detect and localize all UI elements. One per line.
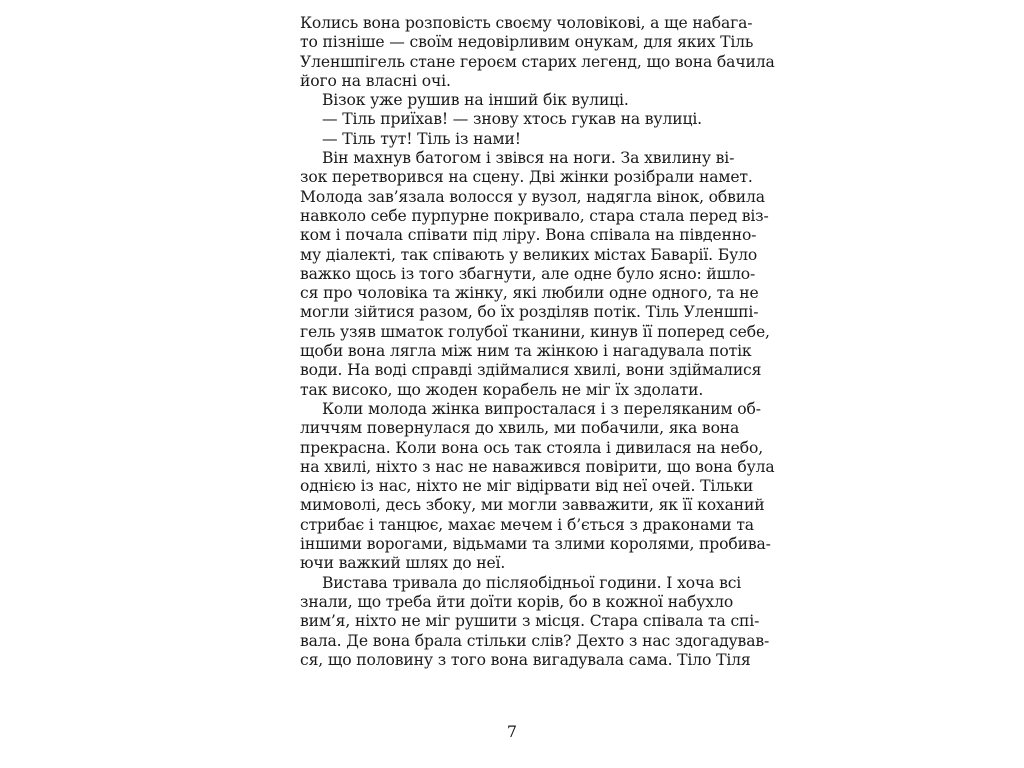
text-line: стрибає і танцює, махає мечем і б’ється з драконами та [300, 515, 754, 534]
page-number: 7 [506, 722, 518, 741]
text-line: важко щось із того збагнути, але одне було ясно: йшло- [300, 264, 756, 283]
text-line: ся, що половину з того вона вигадувала сама. Тіло Тіля [300, 650, 751, 669]
text-line: Він махнув батогом і звівся на ноги. За хвилину ві- [322, 149, 735, 168]
text-line: Візок уже рушив на інший бік вулиці. [322, 91, 629, 110]
text-line: зок перетворився на сцену. Дві жінки розібрали намет. [300, 168, 753, 187]
text-line: так високо, що жоден корабель не міг їх здолати. [300, 380, 704, 399]
text-line: гель узяв шматок голубої тканини, кинув її поперед себе, [300, 322, 770, 341]
text-line: Уленшпігель стане героєм старих легенд, що вона бачила [300, 52, 775, 71]
text-line: знали, що треба йти доїти корів, бо в кожної набухло [300, 592, 734, 611]
text-line: щоби вона лягла між ним та жінкою і нагадувала потік [300, 342, 752, 361]
text-line: мимоволі, десь збоку, ми могли завважити, як її коханий [300, 496, 765, 515]
text-line: вала. Де вона брала стільки слів? Дехто з нас здогадував- [300, 631, 770, 650]
text-line: прекрасна. Коли вона ось так стояла і дивилася на небо, [300, 438, 764, 457]
text-line: на хвилі, ніхто з нас не наважився повірити, що вона була [300, 457, 775, 476]
text-line: ся про чоловіка та жінку, які любили одне одного, та не [300, 284, 759, 303]
text-line: могли зійтися разом, бо їх розділяв потік. Тіль Уленшпі- [300, 303, 759, 322]
text-line: Колись вона розповість своєму чоловікові, а ще набага- [300, 14, 753, 32]
text-line: Молода зав’язала волосся у вузол, надягла вінок, обвила [300, 187, 765, 206]
text-line: Коли молода жінка випросталася і з переляканим об- [322, 399, 761, 418]
text-line: води. На воді справді здіймалися хвилі, вони здіймалися [300, 361, 762, 380]
text-line: його на власні очі. [300, 71, 451, 90]
text-line: ком і почала співати під ліру. Вона співала на південно- [300, 226, 757, 245]
text-line: іншими ворогами, відьмами та злими королями, пробива- [300, 535, 771, 554]
page-body [300, 14, 775, 670]
text-line: однією із нас, ніхто не міг відірвати від неї очей. Тільки [300, 477, 754, 496]
text-line: Вистава тривала до післяобідньої години. І хоча всі [322, 573, 742, 592]
text-line: ючи важкий шлях до неї. [300, 554, 506, 573]
text-line: вим’я, ніхто не міг рушити з місця. Стара співала та спі- [300, 612, 760, 631]
text-line: личчям повернулася до хвиль, ми побачили, яка вона [300, 419, 740, 438]
text-line: — Тіль приїхав! — знову хтось гукав на вулиці. [322, 110, 702, 129]
text-line: му діалекті, так співають у великих містах Баварії. Було [300, 245, 758, 264]
text-line: — Тіль тут! Тіль із нами! [322, 129, 521, 148]
text-line: навколо себе пурпурне покривало, стара стала перед віз- [300, 206, 769, 225]
text-line: то пізніше — своїм недовірливим онукам, для яких Тіль [300, 33, 754, 52]
